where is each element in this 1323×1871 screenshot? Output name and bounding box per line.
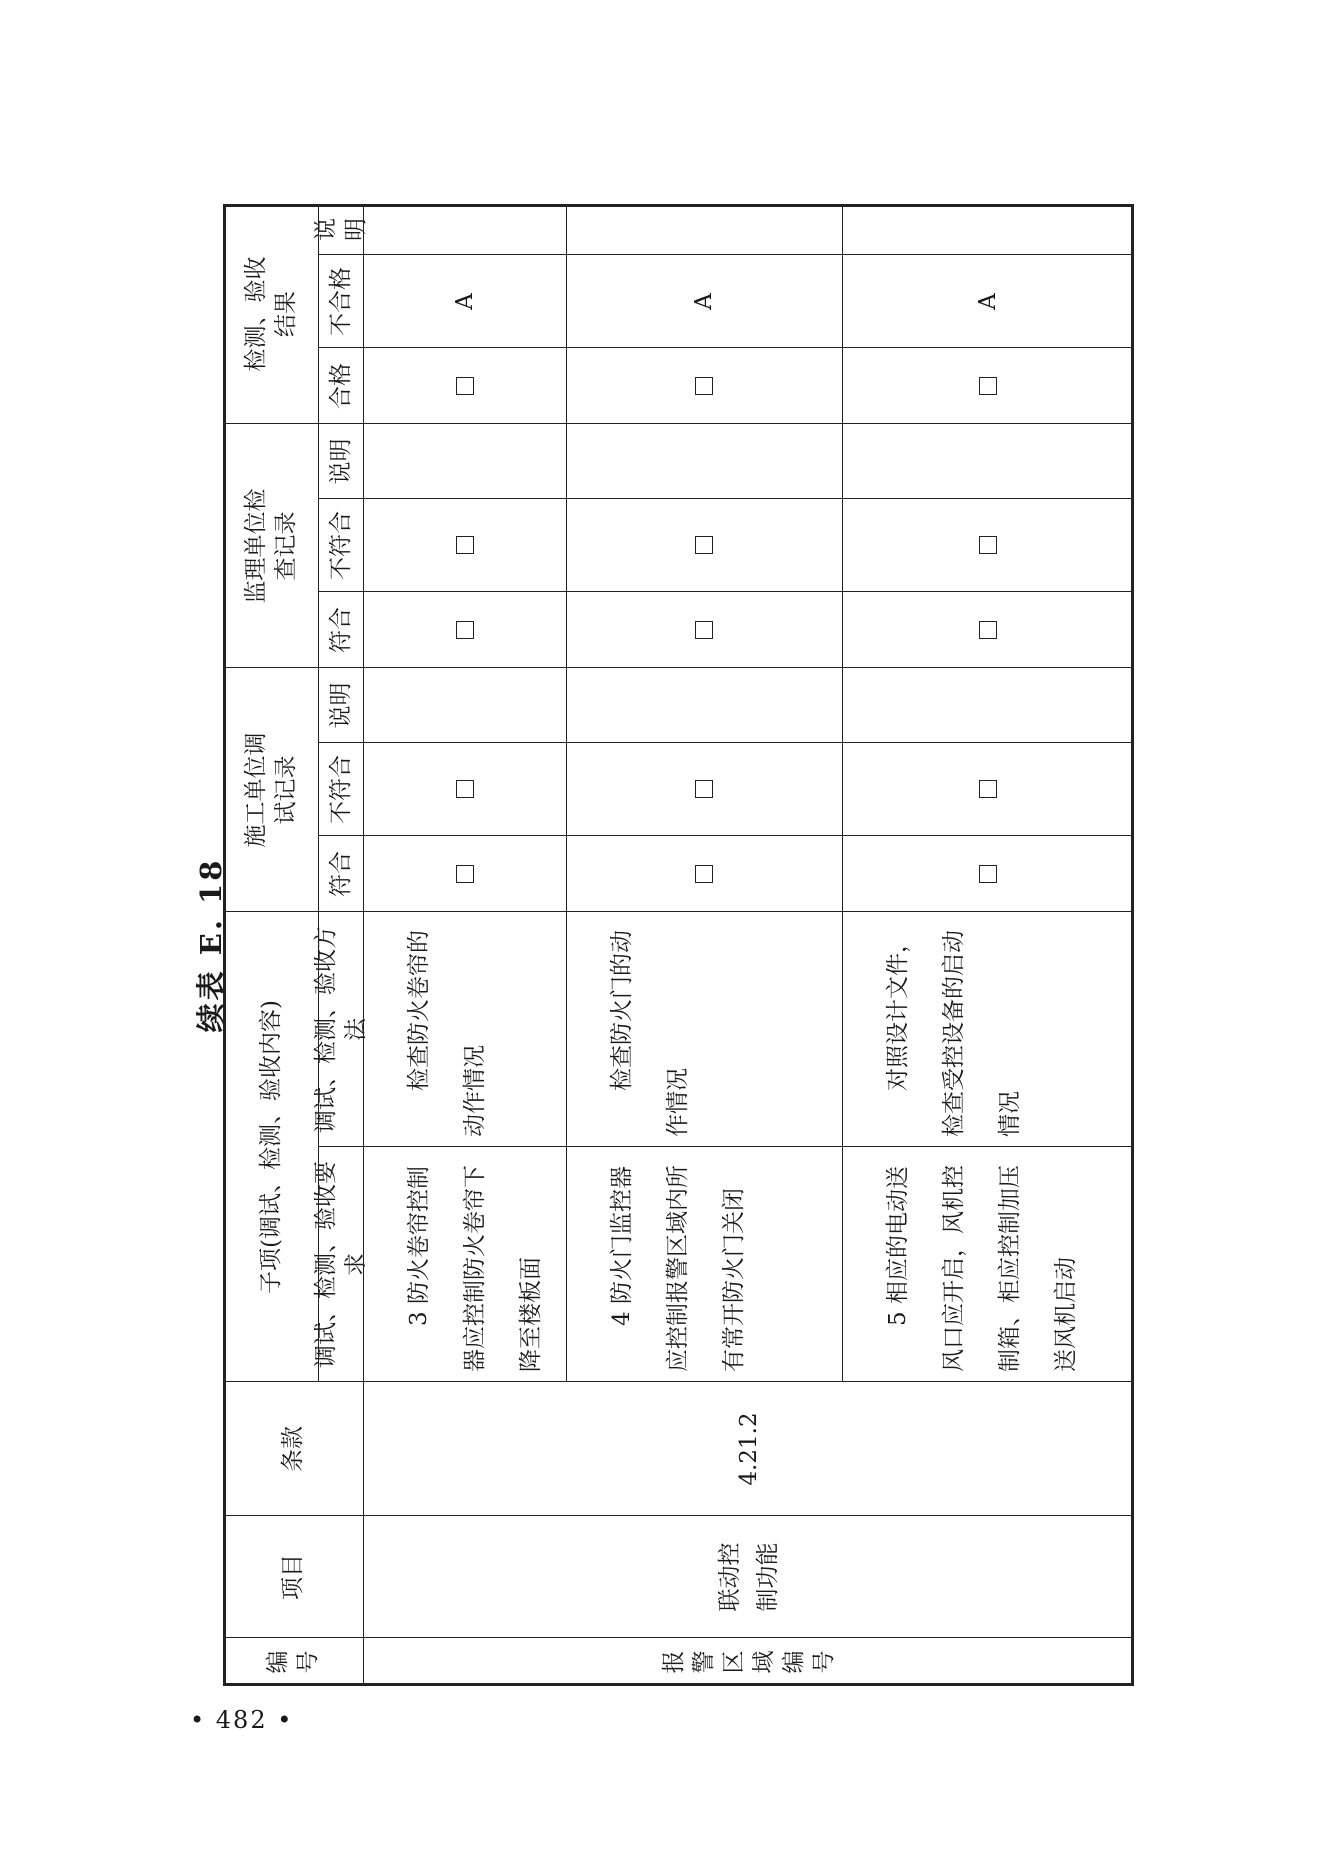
row1-supervision-conform-checkbox[interactable] xyxy=(363,592,566,668)
header-note: 说明 xyxy=(312,218,369,241)
item-value: 联动控制功能 xyxy=(716,1542,781,1612)
checkbox-icon xyxy=(979,865,997,883)
row3-supervision-nonconform-checkbox[interactable] xyxy=(842,499,1134,592)
id-value: 报警区域编号 xyxy=(660,1650,837,1674)
header-fail: 不合格 xyxy=(327,267,354,336)
checkbox-icon xyxy=(695,621,713,639)
row1-method: 检查防火卷帘的动作情况 xyxy=(406,930,488,1137)
header-clause: 条款 xyxy=(280,1426,306,1472)
header-result: 检测、验收结果 xyxy=(242,256,299,372)
row2-supervision-nonconform-checkbox[interactable] xyxy=(566,499,842,592)
header-item: 项目 xyxy=(280,1554,306,1600)
checkbox-icon xyxy=(695,537,713,555)
header-conform: 符合 xyxy=(327,851,354,897)
row3-construction-nonconform-checkbox[interactable] xyxy=(842,743,1134,836)
page-number: • 482 • xyxy=(190,1706,294,1734)
row1-fail-mark: A xyxy=(451,293,478,310)
row2-construction-nonconform-checkbox[interactable] xyxy=(566,743,842,836)
checkbox-icon xyxy=(695,781,713,799)
acceptance-table xyxy=(223,204,1134,1686)
checkbox-icon xyxy=(456,865,474,883)
row2-requirement: 4 防火门监控器应控制报警区域内所有常开防火门关闭 xyxy=(609,1165,747,1372)
checkbox-icon xyxy=(695,865,713,883)
header-construction: 施工单位调试记录 xyxy=(242,732,299,848)
checkbox-icon xyxy=(456,781,474,799)
row2-supervision-conform-checkbox[interactable] xyxy=(566,592,842,668)
row3-pass-checkbox[interactable] xyxy=(842,348,1134,424)
row1-pass-checkbox[interactable] xyxy=(363,348,566,424)
header-note: 说明 xyxy=(327,438,354,485)
checkbox-icon xyxy=(456,537,474,555)
header-id: 编号 xyxy=(265,1650,321,1674)
header-nonconform: 不符合 xyxy=(327,511,354,580)
row3-requirement: 5 相应的电动送风口应开启，风机控制箱、柜应控制加压送风机启动 xyxy=(885,1165,1079,1372)
header-sub-item: 子项(调试、检测、验收内容) xyxy=(257,1000,284,1294)
checkbox-icon xyxy=(456,621,474,639)
header-conform: 符合 xyxy=(327,607,354,653)
header-note: 说明 xyxy=(327,682,354,729)
row3-construction-conform-checkbox[interactable] xyxy=(842,836,1134,912)
row2-construction-conform-checkbox[interactable] xyxy=(566,836,842,912)
row2-fail-mark: A xyxy=(691,293,717,310)
header-nonconform: 不符合 xyxy=(327,755,354,824)
checkbox-icon xyxy=(695,377,713,395)
header-requirement: 调试、检测、验收要求 xyxy=(312,1161,369,1368)
row1-requirement: 3 防火卷帘控制器应控制防火卷帘下降至楼板面 xyxy=(406,1165,544,1372)
row2-pass-checkbox[interactable] xyxy=(566,348,842,424)
row3-method: 对照设计文件，检查受控设备的启动情况 xyxy=(885,930,1023,1137)
checkbox-icon xyxy=(979,537,997,555)
header-supervision: 监理单位检查记录 xyxy=(242,488,299,604)
table-title: 续表 E. 18 xyxy=(194,857,228,1033)
clause-value: 4.21.2 xyxy=(735,1412,762,1486)
checkbox-icon xyxy=(979,781,997,799)
row3-supervision-conform-checkbox[interactable] xyxy=(842,592,1134,668)
row3-fail-mark: A xyxy=(975,293,1001,310)
row1-construction-nonconform-checkbox[interactable] xyxy=(363,743,566,836)
rotated-page-content xyxy=(183,204,1183,1686)
row1-supervision-nonconform-checkbox[interactable] xyxy=(363,499,566,592)
header-method: 调试、检测、验收方法 xyxy=(312,926,369,1133)
checkbox-icon xyxy=(979,621,997,639)
row1-construction-conform-checkbox[interactable] xyxy=(363,836,566,912)
row2-method: 检查防火门的动作情况 xyxy=(609,930,691,1137)
checkbox-icon xyxy=(979,377,997,395)
header-pass: 合格 xyxy=(327,363,354,409)
checkbox-icon xyxy=(456,377,474,395)
